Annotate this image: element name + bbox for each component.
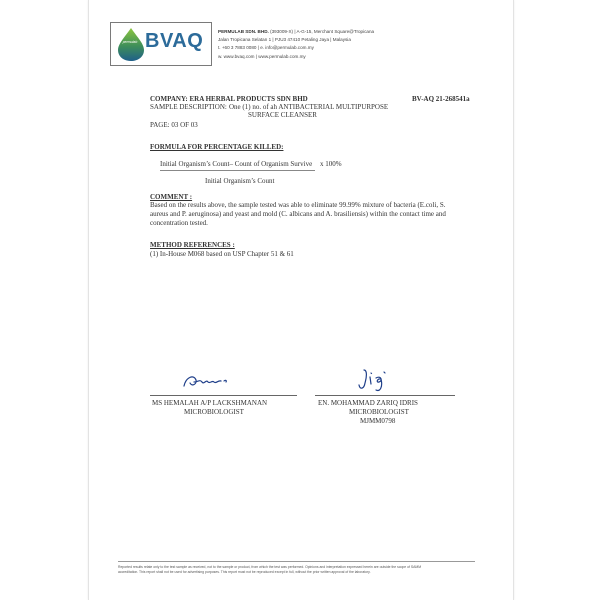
formula-heading: FORMULA FOR PERCENTAGE KILLED: — [150, 143, 284, 151]
right-signatory-id: MJMM0798 — [360, 417, 396, 425]
bvaq-logo — [110, 22, 212, 66]
sample-description-line1: One (1) no. of ah ANTIBACTERIAL MULTIPURPOSE — [229, 103, 389, 111]
method-item-1: (1) In-House M068 based on USP Chapter 51 & 61 — [150, 250, 294, 258]
letterhead-address — [218, 28, 398, 61]
lab-website: w. www.bvaq.com | www.permulab.com.my — [218, 53, 306, 59]
right-signatory-name: EN. MOHAMMAD ZARIQ IDRIS — [318, 399, 418, 407]
formula-numerator: Initial Organism’s Count– Count of Organism Survive — [160, 160, 313, 168]
lab-name: PERMULAB SDN. BHD. — [218, 29, 269, 34]
lab-contact: t. +60 3 7883 0080 | e. info@permulab.com.my — [218, 45, 314, 51]
comment-line-1: Based on the results above, the sample tested was able to eliminate 99.99% mixture of bacteria (E.coli, S. — [150, 201, 446, 209]
logo-text: BVAQ — [145, 30, 204, 52]
company-name: COMPANY: ERA HERBAL PRODUCTS SDN BHD — [150, 95, 308, 103]
comment-line-3: concentration tested. — [150, 219, 208, 227]
page-number: PAGE: 03 OF 03 — [150, 121, 198, 129]
formula-denominator: Initial Organism’s Count — [205, 177, 275, 185]
formula-fraction-line — [160, 170, 315, 171]
right-signatory-title: MICROBIOLOGIST — [349, 408, 409, 416]
sample-description-line2: SURFACE CLEANSER — [248, 111, 317, 119]
left-signature — [180, 369, 240, 393]
report-page — [88, 0, 514, 600]
lab-address-2: Jalan Tropicana Selatan 1 | PJU3 47410 Petaling Jaya | Malaysia — [218, 37, 351, 43]
footer-line-2: accreditation. This report shall not be used for advertising purposes. This report must not be reproduced except in full, without the prior written approval of the laboratory. — [118, 570, 371, 574]
left-signature-line — [150, 395, 297, 396]
report-ref: BV-AQ 21-268541a — [412, 95, 470, 103]
right-signature-line — [315, 395, 455, 396]
comment-heading: COMMENT : — [150, 193, 193, 201]
comment-line-2: aureus and P. aeruginosa) and yeast and mold (C. albicans and A. brasiliensis) within the contact time and — [150, 210, 446, 218]
left-signatory-name: MS HEMALAH A/P LACKSHMANAN — [152, 399, 268, 407]
footer-disclaimer — [118, 565, 475, 575]
footer-line-1: Reported results relate only to the test sample as received, not to the sample or product, from which the test was performed. Opinions and interpretation expressed herein are outside the scope of SAMM — [118, 565, 422, 569]
drop-label: permulab — [122, 40, 138, 44]
method-heading: METHOD REFERENCES : — [150, 241, 235, 249]
water-drop-icon — [114, 26, 148, 62]
left-signatory-title: MICROBIOLOGIST — [184, 408, 244, 416]
footer-divider — [118, 561, 475, 562]
formula-multiplier: x 100% — [320, 160, 342, 168]
lab-address-1: (393009-X) | A-G-15, Merchant Square@Tropicana — [270, 29, 375, 34]
sample-description-label: SAMPLE DESCRIPTION: — [150, 103, 227, 111]
right-signature — [355, 366, 393, 394]
